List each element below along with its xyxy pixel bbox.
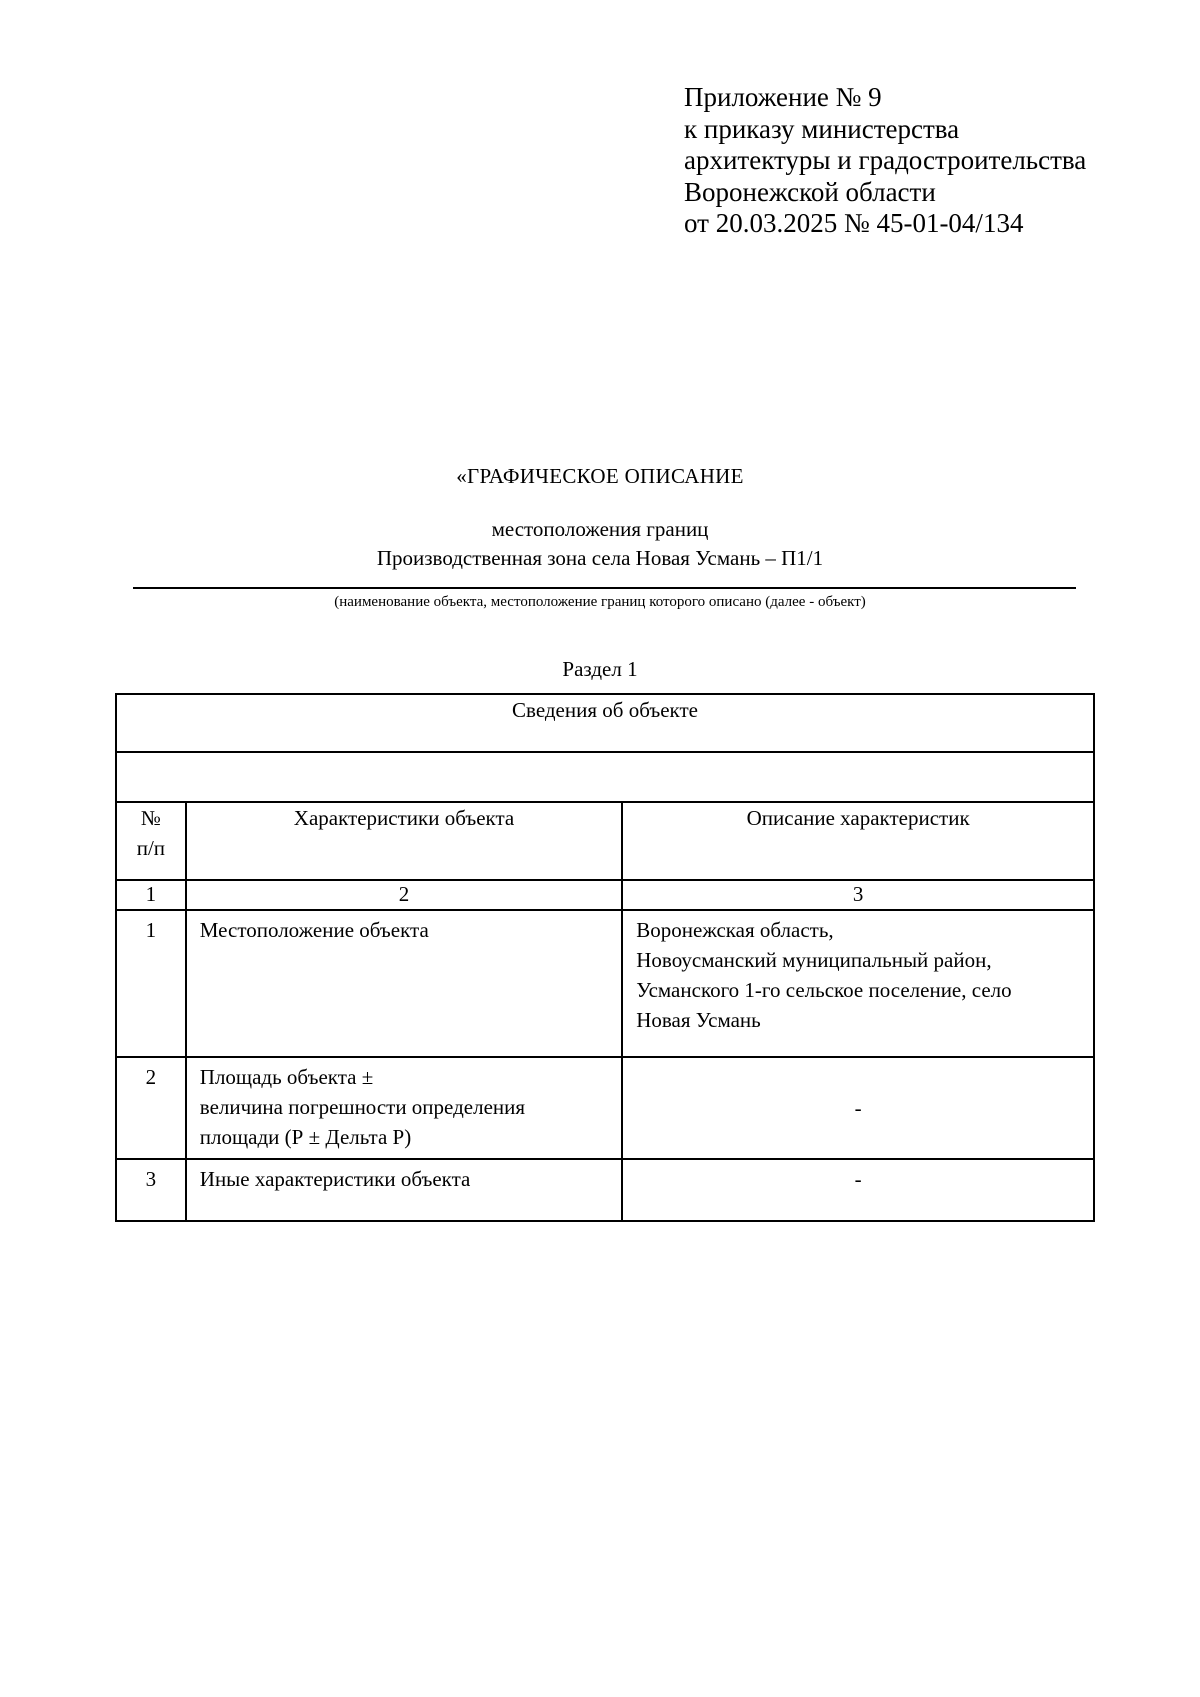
row-description-line: - <box>854 1167 862 1191</box>
column-number: 2 <box>186 880 622 910</box>
row-characteristic-line: площади (Р ± Дельта Р) <box>199 1125 412 1149</box>
row-characteristic <box>186 1057 622 1159</box>
document-subtitle: местоположения границ <box>491 517 709 541</box>
column-header-description: Описание характеристик <box>622 802 1094 880</box>
column-number-row <box>116 880 1094 910</box>
appendix-line: Приложение № 9 <box>684 82 882 112</box>
column-number: 3 <box>622 880 1094 910</box>
column-header-row <box>116 802 1094 880</box>
row-description <box>622 1057 1094 1159</box>
column-header-characteristics: Характеристики объекта <box>186 802 622 880</box>
object-info-table <box>115 693 1095 1222</box>
row-description-line: Новоусманский муниципальный район, <box>636 948 992 972</box>
object-name: Производственная зона села Новая Усмань – П1/1 <box>376 546 824 570</box>
table-row <box>116 910 1094 1057</box>
appendix-line: Воронежской области <box>684 176 936 207</box>
row-description <box>622 1159 1094 1221</box>
appendix-line: архитектуры и градостроительства <box>684 145 1087 175</box>
table-row <box>116 1057 1094 1159</box>
section-title: Раздел 1 <box>562 657 638 681</box>
table-empty-row <box>116 752 1094 802</box>
appendix-block <box>684 82 1086 240</box>
row-description-line: Усманского 1-го сельское поселение, село <box>636 978 1012 1002</box>
row-description <box>622 910 1094 1057</box>
row-characteristic-line: Местоположение объекта <box>199 918 429 942</box>
table-title-row <box>116 694 1094 752</box>
column-number: 1 <box>116 880 186 910</box>
column-header-number-line: № <box>140 806 161 830</box>
row-characteristic-line: величина погрешности определения <box>199 1095 526 1119</box>
row-description-line: Новая Усмань <box>636 1008 761 1032</box>
object-name-caption: (наименование объекта, местоположение границ которого описано (далее - объект) <box>334 594 866 610</box>
row-characteristic <box>186 1159 622 1221</box>
row-description-line: Воронежская область, <box>636 918 834 942</box>
table-title: Сведения об объекте <box>116 694 1094 752</box>
row-characteristic-line: Иные характеристики объекта <box>199 1167 471 1191</box>
row-characteristic-line: Площадь объекта ± <box>199 1065 374 1089</box>
row-description-line: - <box>854 1096 862 1120</box>
row-number: 1 <box>116 910 186 1057</box>
appendix-line: от 20.03.2025 № 45-01-04/134 <box>684 208 1024 238</box>
row-number: 3 <box>116 1159 186 1221</box>
appendix-line: к приказу министерства <box>684 113 960 144</box>
row-characteristic <box>186 910 622 1057</box>
table-row <box>116 1159 1094 1221</box>
row-number: 2 <box>116 1057 186 1159</box>
empty-cell <box>116 752 1094 802</box>
column-header-number <box>116 802 186 880</box>
document-title: «ГРАФИЧЕСКОЕ ОПИСАНИЕ <box>456 464 744 488</box>
column-header-number-line: п/п <box>136 836 166 860</box>
underline-divider <box>133 587 1076 589</box>
